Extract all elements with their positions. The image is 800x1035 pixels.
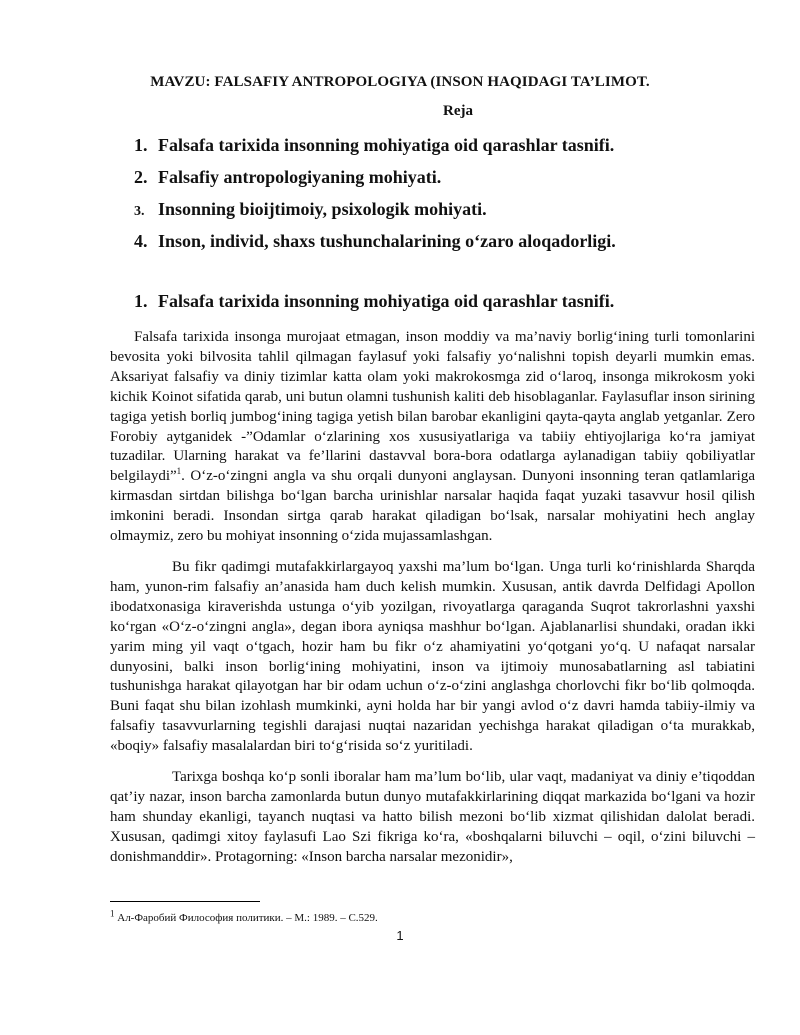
paragraph-text: . O‘z-o‘zingni angla va shu orqali dunyoni anglaysan. Dunyoni insonning teran qatlamlariga kirmasdan sirtdan bilishga bo‘lgan barcha urinishlar narsalar haqida faqat yuzaki tasavvur hosil qilish imkonini beradi. Insondan sirtga qarab harakat qiladigan bo‘lsak, narsalar mohiyatini hech anglay olmaymiz, zero bu mohiyat insonning o‘zida mujassamlashgan. xyxy=(110,468,755,545)
footnote-separator xyxy=(110,901,260,902)
footnote-text: Ал-Фаробий Философия политики. – М.: 1989. – С.529. xyxy=(114,912,378,924)
plan-item xyxy=(134,133,734,165)
paragraph xyxy=(110,328,755,547)
plan-item-number: 4. xyxy=(134,231,148,251)
plan-item xyxy=(134,197,734,229)
section-number: 1. xyxy=(134,291,148,311)
plan-label: Reja xyxy=(443,103,473,119)
section-heading xyxy=(134,291,614,312)
paragraph: Bu fikr qadimgi mutafakkirlargayoq yaxshi ma’lum bo‘lgan. Unga turli ko‘rinishlarda Sharqda ham, yunon-rim falsafiy an’anasida ham duch kelish mumkin. Xususan, antik davrda Delfidagi Apollon ibodatxonasiga kiraverishda ustunga o‘yib yozilgan, rivoyatlarga qaraganda Suqrot takrorlashni yaxshi ko‘rgan «O‘z-o‘zingni angla», degan ibora ayniqsa mashhur bo‘lgan. Ajablanarlisi shundaki, oradan ikki yarim ming yil vaqt o‘tgach, hozir ham bu fikr o‘z ahamiyatini yo‘qotgani yo‘q. U nafaqat narsalar dunyosini, balki inson borlig‘ining mohiyatini, inson va ijtimoiy munosabatlarning asl tabiatini tushunishga harakat qilayotgan har bir odam uchun o‘z-o‘zini anglashga chorlovchi fikr bo‘lib qolmoqda. Buni faqat shu bilan izohlash mumkinki, ayni holda har bir yangi avlod o‘z davri hamda tabiiy-ilmiy va falsafiy tasavvurlarning tegishli darajasi nuqtai nazaridan yechishga harakat qiladigan o‘ta murakkab, «boqiy» falsafiy masalalardan biri to‘g‘risida so‘z yuritiladi. xyxy=(110,558,755,755)
paragraph-text: Falsafa tarixida insonga murojaat etmagan, inson moddiy va ma’naviy borlig‘ining turli tomonlarini bevosita yoki bilvosita tahlil qilmagan faylasuf yoki falsafiy yo‘nalishni topish deyarli mumkin emas. Aksariyat falsafiy va diniy tizimlar katta olam yoki makrokosmga zid o‘laroq, insonga mikrokosm yoki kichik Koinot sifatida qarab, uni butun olamni tushunish kaliti deb hisoblaganlar. Faylasuflar inson sirining tagiga yetish borliq jumbog‘ining tagiga yetish bilan barobar ekanligini qayta-qayta anglab yetganlar. Zero Forobiy aytganidek -”Odamlar o‘zlarining xos xususiyatlariga va tabiiy ehtiyojlariga ko‘ra jamiyat tuzadilar. Ularning harakat va fe’llarini dastavval bora-bora odatlarga aylanadigan tabiiy qobiliyatlar belgilaydi” xyxy=(110,329,755,485)
section-title: Falsafa tarixida insonning mohiyatiga oid qarashlar tasnifi. xyxy=(158,291,615,311)
document-title: MAVZU: FALSAFIY ANTROPOLOGIYA (INSON HAQIDAGI TA’LIMOT. xyxy=(150,74,650,90)
plan-item xyxy=(134,165,734,197)
footnote xyxy=(110,908,378,924)
footnote-ref[interactable]: 1 xyxy=(176,466,182,477)
plan-item-number: 3. xyxy=(134,204,145,219)
footnote-number: 1 xyxy=(110,908,115,919)
plan-item xyxy=(134,229,734,261)
page-number: 1 xyxy=(396,928,404,943)
paragraph: Tarixga boshqa ko‘p sonli iboralar ham ma’lum bo‘lib, ular vaqt, madaniyat va diniy e’tiqoddan qat’iy nazar, inson barcha zamonlarda butun dunyo mutafakkirlarining diqqat markazida bo‘lgani va hozir ham shunday ekanligi, tayanch nuqtasi va hatto bilish mezoni bo‘lib xizmat qilishidan dalolat beradi. Xususan, qadimgi xitoy faylasufi Lao Szi fikriga ko‘ra, «boshqalarni biluvchi – oqil, o‘zini biluvchi – donishmanddir». Protagorning: «Inson barcha narsalar mezonidir», xyxy=(110,769,755,865)
plan-item-text: Inson, individ, shaxs tushunchalarining o‘zaro aloqadorligi. xyxy=(158,231,616,251)
plan-item-text: Falsafa tarixida insonning mohiyatiga oid qarashlar tasnifi. xyxy=(158,135,615,155)
plan-list xyxy=(134,133,734,261)
plan-item-number: 2. xyxy=(134,167,148,187)
body-text xyxy=(110,328,755,879)
plan-item-text: Falsafiy antropologiyaning mohiyati. xyxy=(158,167,442,187)
plan-item-text: Insonning bioijtimoiy, psixologik mohiyati. xyxy=(158,199,487,219)
plan-item-number: 1. xyxy=(134,135,148,155)
